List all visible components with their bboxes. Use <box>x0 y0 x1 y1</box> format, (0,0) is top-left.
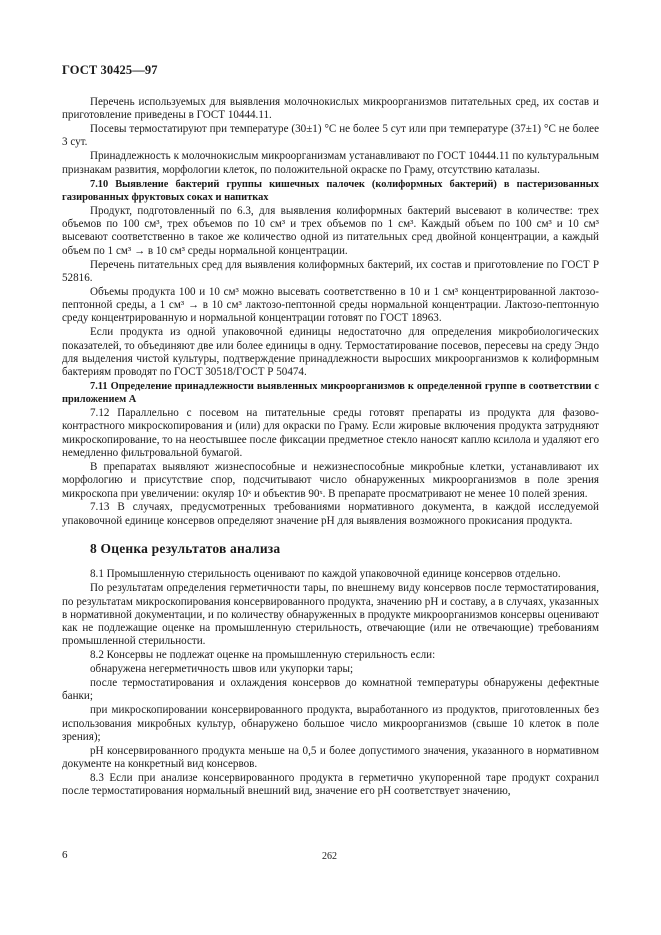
paragraph: Продукт, подготовленный по 6.3, для выявления колиформных бактерий высевают в количестве: трех объемов по 100 см³, трех объемов по 10 см³ и трех объемов по 1 см³. Каждый объем по 100 см³ и 10 см³ высевают соответственно в такое же количество одной из питательных сред двойной концентрации, а каждый объем по 1 см³ → в 10 см³ среды нормальной концентрации. <box>62 204 599 257</box>
paragraph: В препаратах выявляют жизнеспособные и нежизнеспособные микробные клетки, устанавливают их морфологию и присутствие спор, подсчитывают число обнаруженных микроорганизмов в поле зрения микроскопа при увеличении: окуляр 10ˣ и объектив 90ˣ. В препарате просматривают не менее 10 полей зрения. <box>62 460 599 500</box>
paragraph: Посевы термостатируют при температуре (30±1) °С не более 5 сут или при температуре (37±1) °С не более 3 сут. <box>62 123 599 149</box>
document-body <box>62 96 599 799</box>
paragraph: 8.3 Если при анализе консервированного продукта в герметично укупоренной таре продукт сохранил после термостатирования нормальный внешний вид, значение его рН соответствует значению, <box>62 771 599 798</box>
paragraph: Объемы продукта 100 и 10 см³ можно высевать соответственно в 10 и 1 см³ концентрированной лактозо-пептонной среды, а 1 см³ → в 10 см³ лактозо-пептонной среды нормальной концентрации. Лактозо-пептонную среду концентрированную и нормальной концентрации готовят по ГОСТ 18963. <box>62 285 599 325</box>
paragraph: По результатам определения герметичности тары, по внешнему виду консервов после термостатирования, по результатам микроскопирования консервированного продукта, значению рН и составу, а в случаях, указанных в нормативной документации, и по количеству обнаруженных в продукте микроорганизмов консервы оценивают как не подлежащие оценке на промышленную стерильность, отвечающие (или не отвечающие) требованиям промышленной стерильности. <box>62 582 599 648</box>
sheet-number: 262 <box>322 851 337 862</box>
page-number: 6 <box>62 849 68 861</box>
paragraph: Перечень питательных сред для выявления колиформных бактерий, их состав и приготовление по ГОСТ Р 52816. <box>62 258 599 284</box>
paragraph: Принадлежность к молочнокислым микроорганизмам устанавливают по ГОСТ 10444.11 по культуральным признакам развития, морфологии клеток, по положительной окраске по Граму, отсутствию каталазы. <box>62 150 599 176</box>
paragraph: 7.12 Параллельно с посевом на питательные среды готовят препараты из продукта для фазово-контрастного микроскопирования и (или) для окраски по Граму. Если жировые включения продукта затрудняют микроскопирование, то на неостывшее после фиксации предметное стекло наносят каплю ксилола и удаляют его немедленно фильтровальной бумагой. <box>62 407 599 460</box>
clause-heading: 7.11 Определение принадлежности выявленных микроорганизмов к определенной группе в соответствии с приложением А <box>62 380 599 406</box>
paragraph: после термостатирования и охлаждения консервов до комнатной температуры обнаружены дефектные банки; <box>62 677 599 703</box>
document-code: ГОСТ 30425—97 <box>62 63 158 77</box>
section-heading: 8 Оценка результатов анализа <box>90 541 281 557</box>
clause-heading: 7.10 Выявление бактерий группы кишечных палочек (колиформных бактерий) в пастеризованных газированных фруктовых соках и напитках <box>62 178 599 203</box>
paragraph: Перечень используемых для выявления молочнокислых микроорганизмов питательных сред, их состав и приготовление приведены в ГОСТ 10444.11. <box>62 96 599 122</box>
paragraph: 8.2 Консервы не подлежат оценке на промышленную стерильность если: <box>90 649 436 662</box>
paragraph: при микроскопировании консервированного продукта, выработанного из продуктов, приготовленных без использования микробных культур, обнаружено большое число микроорганизмов (свыше 10 клеток в поле зрения); <box>62 704 599 743</box>
paragraph: 8.1 Промышленную стерильность оценивают по каждой упаковочной единице консервов отдельно. <box>90 568 561 581</box>
paragraph: 7.13 В случаях, предусмотренных требованиями нормативного документа, в каждой исследуемой упаковочной единице консервов определяют значение рН для выявления возможного прокисания продукта. <box>62 501 599 527</box>
paragraph: обнаружена негерметичность швов или укупорки тары; <box>90 663 354 676</box>
paragraph: Если продукта из одной упаковочной единицы недостаточно для определения микробиологических показателей, то объединяют две или более единицы в одну. Термостатирование посевов, пересевы на среду Эндо для выделения чистой культуры, подтверждение принадлежности выросших микроорганизмов к колиформным бактериям проводят по ГОСТ 30518/ГОСТ Р 50474. <box>62 326 599 379</box>
paragraph: рН консервированного продукта меньше на 0,5 и более допустимого значения, указанного в нормативном документе на конкретный вид консервов. <box>62 744 599 771</box>
